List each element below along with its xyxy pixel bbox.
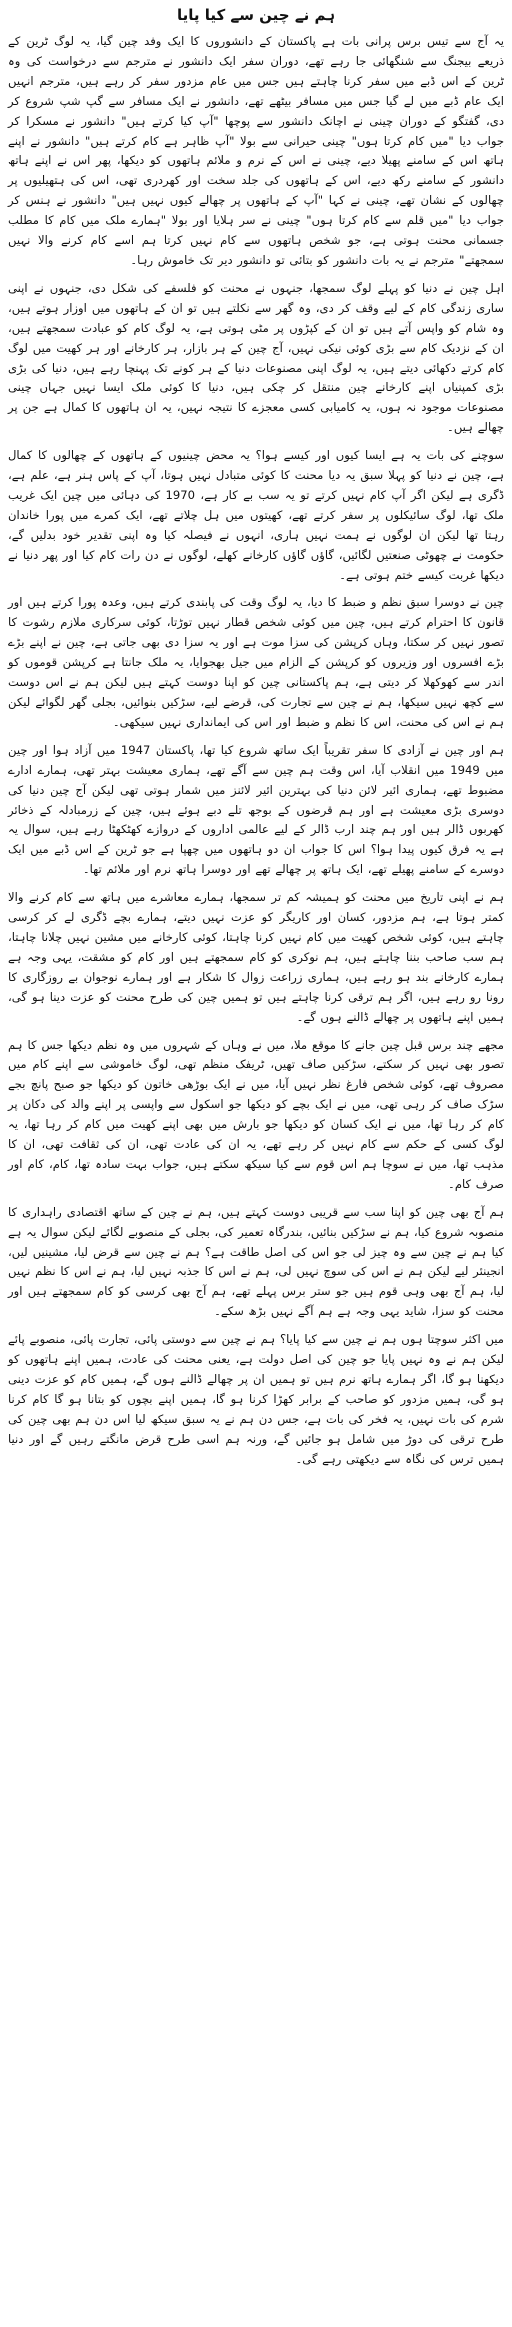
article-paragraph: ہم آج بھی چین کو اپنا سب سے قریبی دوست کہتے ہیں، ہم نے چین کے ساتھ اقتصادی راہداری کا منصوبہ شروع کیا، ہم نے سڑکیں بنائیں، بندرگاہ تعمیر کی، بجلی کے منصوبے لگائے لیکن سوال یہ ہے کیا ہم نے چین سے وہ چیز لی جو اس کی اصل طاقت ہے؟ ہم نے چین سے قرض لیا، مشینیں لیں، انجینئر لیے لیکن ہم نے اس کی سوچ نہیں لی، ہم نے اس کا جذبہ نہیں لیا، ہم نے اس کا نظم نہیں لیا، ہم آج بھی وہی قوم ہیں جو ستر برس پہلے تھے، ہم آج بھی کرسی کو کام سمجھتے ہیں اور محنت کو سزا، شاید یہی وجہ ہے ہم آگے نہیں بڑھ سکے۔	[8, 1204, 504, 1319]
article-paragraph: ہم نے اپنی تاریخ میں محنت کو ہمیشہ کم تر سمجھا، ہمارے معاشرے میں ہاتھ سے کام کرنے والا کمتر ہوتا ہے، ہم مزدور، کسان اور کاریگر کو عزت نہیں دیتے، ہمارے بچے ڈگری لے کر کرسی چاہتے ہیں، کوئی شخص کھیت میں کام نہیں کرنا چاہتا، کوئی کارخانے میں مشین نہیں چلانا چاہتا، ہم سب صاحب بننا چاہتے ہیں، ہم نوکری کو کام سمجھتے ہیں اور کام کو مشقت، یہی وجہ ہے ہمارے کارخانے بند ہو رہے ہیں، ہماری زراعت زوال کا شکار ہے اور ہمارے نوجوان بے روزگاری کا رونا رو رہے ہیں، اگر ہم ترقی کرنا چاہتے ہیں تو ہمیں چین کی طرح محنت کو عزت دینا ہو گی، ہمیں اپنے ہاتھوں پر چھالے ڈالنے ہوں گے۔	[8, 890, 504, 1024]
article-paragraph: ہم اور چین نے آزادی کا سفر تقریباً ایک ساتھ شروع کیا تھا، پاکستان 1947 میں آزاد ہوا اور چین میں 1949 میں انقلاب آیا، اس وقت ہم چین سے آگے تھے، ہماری معیشت بہتر تھی، ہمارے ادارے مضبوط تھے، ہماری ائیر لائن دنیا کی بہترین ائیر لائنز میں شمار ہوتی تھی لیکن آج چین دنیا کی دوسری بڑی معیشت ہے اور ہم قرضوں کے بوجھ تلے دبے ہوئے ہیں، چین کے زرمبادلہ کے ذخائر کھربوں ڈالر ہیں اور ہم چند ارب ڈالر کے لیے عالمی اداروں کے دروازے کھٹکھٹا رہے ہیں، سوال یہ ہے یہ فرق کیوں پیدا ہوا؟ اس کا جواب ان دو ہاتھوں میں چھپا ہے جو ٹرین کے اس ڈبے میں ایک دوسرے کے سامنے پھیلے تھے، ایک ہاتھ پر چھالے تھے اور دوسرا ہاتھ نرم اور ملائم تھا۔	[8, 742, 505, 877]
article-paragraph: یہ آج سے تیس برس پرانی بات ہے پاکستان کے دانشوروں کا ایک وفد چین گیا، یہ لوگ ٹرین کے ذریعے بیجنگ سے شنگھائی جا رہے تھے، دوران سفر ایک دانشور نے مترجم سے درخواست کی وہ ٹرین کے اس ڈبے میں سفر کرنا چاہتے ہیں جس میں عام مزدور سفر کر رہے ہیں، مترجم انہیں ایک عام ڈبے میں لے گیا جس میں مسافر بیٹھے تھے، دانشور نے ایک مسافر سے گپ شپ شروع کر دی، گفتگو کے دوران چینی نے اچانک دانشور سے پوچھا "آپ کیا کرتے ہیں" دانشور نے مسکرا کر جواب دیا "میں کام کرتا ہوں" چینی حیرانی سے بولا "آپ ظاہر ہے کام کرتے ہیں" دانشور نے اپنے ہاتھ اس کے سامنے پھیلا دیے، چینی نے اس کے نرم و ملائم ہاتھوں کو دیکھا، پھر اس نے اپنے ہاتھ دانشور کے سامنے رکھ دیے، اس کے ہاتھوں کی جلد سخت اور کھردری تھی، اس کی ہتھیلیوں پر چھالوں کے نشان تھے، چینی نے کہا "آپ کے ہاتھوں پر چھالے کیوں نہیں ہیں" دانشور نے ہنس کر جواب دیا "میں قلم سے کام کرتا ہوں" چینی نے سر ہلایا اور بولا "ہمارے ملک میں کام کا مطلب جسمانی محنت ہوتی ہے، جو شخص ہاتھوں سے کام نہیں کرتا ہم اسے کام کرنے والا نہیں سمجھتے" مترجم نے یہ بات دانشور کو بتائی تو دانشور دیر تک خاموش رہا۔	[8, 34, 504, 267]
article-paragraph: مجھے چند برس قبل چین جانے کا موقع ملا، میں نے وہاں کے شہروں میں وہ نظم دیکھا جس کا ہم تصور بھی نہیں کر سکتے، سڑکیں صاف تھیں، ٹریفک منظم تھی، لوگ خاموشی سے اپنے کام میں مصروف تھے، کوئی شخص فارغ نظر نہیں آیا، میں نے ایک بوڑھی خاتون کو دیکھا جو صبح پانچ بجے سڑک صاف کر رہی تھی، میں نے ایک بچے کو دیکھا جو اسکول سے واپسی پر اپنے والد کی دکان پر کام کر رہا تھا، میں نے ایک کسان کو دیکھا جو بارش میں بھی اپنے کھیت میں کام کر رہا تھا، یہ لوگ کسی کے حکم سے کام نہیں کر رہے تھے، یہ ان کی عادت تھی، ان کی ثقافت تھی، ان کا مذہب تھا، میں نے سوچا ہم اس قوم سے کیا سیکھ سکتے ہیں، جواب بہت سادہ تھا، کام، کام اور صرف کام۔	[8, 1037, 504, 1191]
article-paragraph: چین نے دوسرا سبق نظم و ضبط کا دیا، یہ لوگ وقت کی پابندی کرتے ہیں، وعدہ پورا کرتے ہیں اور قانون کا احترام کرتے ہیں، چین میں کوئی شخص قطار نہیں توڑتا، کوئی سرکاری ملازم رشوت کا تصور نہیں کر سکتا، وہاں کرپشن کی سزا موت ہے اور یہ سزا دی بھی جاتی ہے، چین نے اپنے بڑے بڑے افسروں اور وزیروں کو کرپشن کے الزام میں جیل بھجوایا، یہ ملک جانتا ہے کرپشن قوموں کو اندر سے کھوکھلا کر دیتی ہے، ہم پاکستانی چین کو اپنا دوست کہتے ہیں لیکن ہم نے اس دوست سے کچھ نہیں سیکھا، ہم نے چین سے تجارت کی، قرضے لیے، سڑکیں بنوائیں، بجلی گھر لگوائے لیکن ہم نے اس کی محنت، اس کا نظم و ضبط اور اس کی ایمانداری نہیں سیکھی۔	[8, 595, 504, 729]
article-body	[8, 32, 504, 1470]
article-paragraph: سوچنے کی بات یہ ہے ایسا کیوں اور کیسے ہوا؟ یہ محض چینیوں کے ہاتھوں کے چھالوں کا کمال ہے، چین نے دنیا کو پہلا سبق یہ دیا محنت کا کوئی متبادل نہیں ہوتا، آپ کے پاس ہنر ہے، علم ہے، ڈگری ہے لیکن اگر آپ کام نہیں کرتے تو یہ سب بے کار ہے، 1970 کی دہائی میں چین ایک غریب ملک تھا، لوگ سائیکلوں پر سفر کرتے تھے، کھیتوں میں ہل چلاتے تھے، ایک کمرے میں پورا خاندان رہتا تھا لیکن ان لوگوں نے ہمت نہیں ہاری، انہوں نے فیصلہ کیا وہ اپنی تقدیر خود بدلیں گے، حکومت نے چھوٹی صنعتیں لگائیں، گاؤں گاؤں کارخانے کھلے، لوگوں نے دن رات کام کیا اور پھر دنیا نے دیکھا غربت کیسے ختم ہوتی ہے۔	[8, 448, 504, 582]
article-paragraph: میں اکثر سوچتا ہوں ہم نے چین سے کیا پایا؟ ہم نے چین سے دوستی پائی، تجارت پائی، منصوبے پائے لیکن ہم نے وہ نہیں پایا جو چین کی اصل دولت ہے، یعنی محنت کی عادت، ہمیں اپنے ہاتھوں کو دیکھنا ہو گا، اگر ہمارے ہاتھ نرم ہیں تو ہمیں ان پر چھالے ڈالنے ہوں گے، ہمیں کام کو عزت دینی ہو گی، ہمیں مزدور کو صاحب کے برابر کھڑا کرنا ہو گا، ہمیں اپنے بچوں کو بتانا ہو گا کام کرنا شرم کی بات نہیں، یہ فخر کی بات ہے، جس دن ہم نے یہ سبق سیکھ لیا اس دن ہم بھی چین کی طرح ترقی کی دوڑ میں شامل ہو جائیں گے، ورنہ ہم اسی طرح قرض مانگتے رہیں گے اور دنیا ہمیں ترس کی نگاہ سے دیکھتی رہے گی۔	[8, 1332, 504, 1466]
article-paragraph: اہل چین نے دنیا کو پہلے لوگ سمجھا، جنہوں نے محنت کو فلسفے کی شکل دی، جنہوں نے اپنی ساری زندگی کام کے لیے وقف کر دی، وہ گھر سے نکلتے ہیں تو ان کے ہاتھوں میں اوزار ہوتے ہیں، وہ شام کو واپس آتے ہیں تو ان کے کپڑوں پر مٹی ہوتی ہے، یہ لوگ کام کو عبادت سمجھتے ہیں، ان کے نزدیک کام سے بڑی کوئی نیکی نہیں، آج چین کے ہر بازار، ہر کارخانے اور ہر کھیت میں لوگ کام کرتے دکھائی دیتے ہیں، یہ لوگ اپنی مصنوعات دنیا کے ہر کونے تک پہنچا رہے ہیں، دنیا کی بڑی بڑی کمپنیاں اپنے کارخانے چین منتقل کر چکی ہیں، دنیا کا کوئی ملک ایسا نہیں جہاں چینی مصنوعات موجود نہ ہوں، یہ کامیابی کسی معجزے کا نتیجہ نہیں، یہ ان ہاتھوں کا کمال ہے جن پر چھالے ہیں۔	[8, 280, 504, 435]
article-title: ہم نے چین سے کیا پایا	[176, 6, 336, 24]
